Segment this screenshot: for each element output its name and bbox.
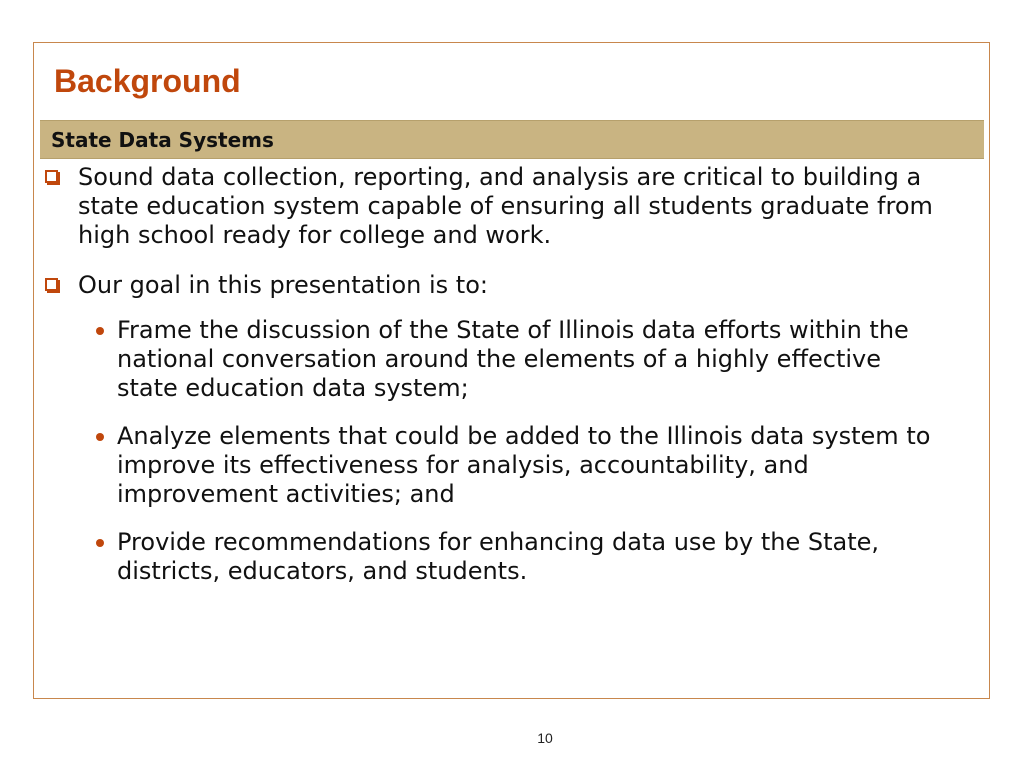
bullet-item-2: [43, 271, 933, 300]
subtitle-band: [40, 120, 984, 159]
checkbox-icon: [45, 278, 58, 291]
sub-bullet-item-2: [43, 422, 933, 509]
bullet-dot-icon: [96, 433, 104, 441]
checkbox-icon: [45, 170, 58, 183]
sub-bullet-list: [43, 316, 933, 586]
sub-bullet-text: Frame the discussion of the State of Illinois data efforts within the national conversation around the elements of a highly effective state education data system;: [117, 316, 909, 402]
page-number: 10: [537, 730, 553, 746]
bullet-item-1: [43, 163, 933, 250]
bullet-list: [43, 163, 933, 605]
subtitle-text: State Data Systems: [51, 128, 274, 152]
bullet-dot-icon: [96, 539, 104, 547]
slide-title: Background: [54, 63, 241, 99]
sub-bullet-text: Analyze elements that could be added to the Illinois data system to improve its effectiveness for analysis, accountability, and improvement activities; and: [117, 422, 931, 508]
sub-bullet-item-1: [43, 316, 933, 403]
bullet-dot-icon: [96, 327, 104, 335]
bullet-text: Our goal in this presentation is to:: [78, 271, 488, 299]
sub-bullet-text: Provide recommendations for enhancing data use by the State, districts, educators, and students.: [117, 528, 880, 585]
bullet-text: Sound data collection, reporting, and analysis are critical to building a state education system capable of ensuring all students graduate from high school ready for college and work.: [78, 163, 933, 249]
sub-bullet-item-3: [43, 528, 933, 586]
